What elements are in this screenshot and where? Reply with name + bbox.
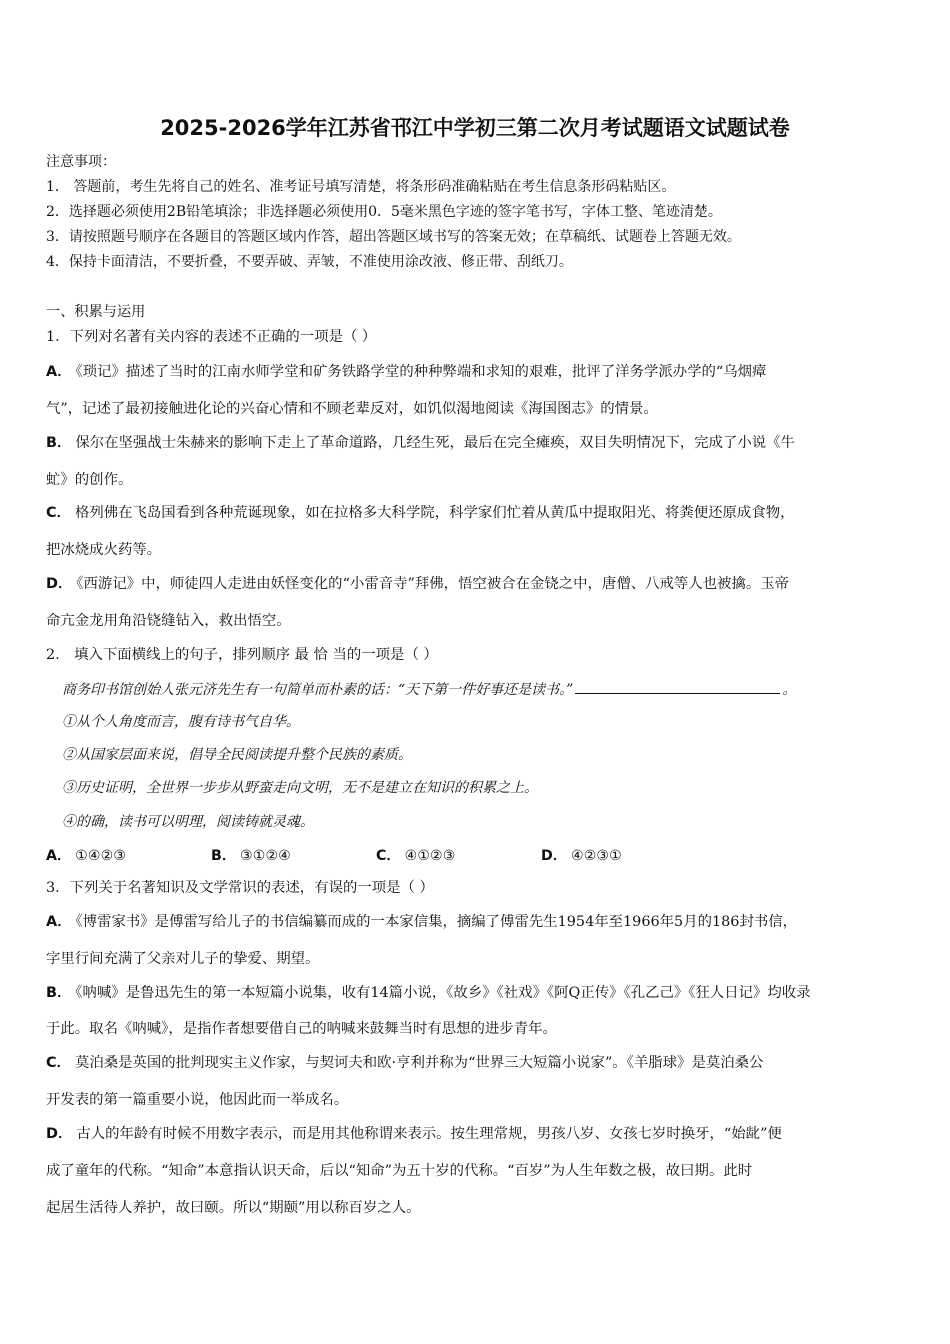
q2-sentence-4: ④的确，读书可以明理，阅读铸就灵魂。 xyxy=(62,814,314,830)
option-text: ④①②③ xyxy=(404,848,456,864)
q3-option-c-cont: 开发表的第一篇重要小说，他因此而一举成名。 xyxy=(46,1092,349,1108)
q3-option-d-cont: 成了童年的代称。“知命”本意指认识天命，后以“知命”为五十岁的代称。“百岁”为人生年数之极，故曰期。此时 xyxy=(46,1163,753,1179)
q1-option-d xyxy=(46,574,789,594)
notice-heading: 注意事项： xyxy=(46,154,116,170)
q2-options xyxy=(46,845,706,865)
q2-option-d xyxy=(541,845,706,865)
option-text: 保尔在坚强战士朱赫来的影响下走上了革命道路，几经生死，最后在完全瘫痪，双目失明情况下，完成了小说《牛 xyxy=(75,435,795,451)
option-letter: D． xyxy=(46,576,73,592)
option-text: 莫泊桑是英国的批判现实主义作家，与契诃夫和欧·亨利并称为“世界三大短篇小说家”。《羊脂球》是莫泊桑公 xyxy=(74,1055,764,1071)
answer-blank xyxy=(575,679,780,694)
notice-item: 1． 答题前，考生先将自己的姓名、准考证号填写清楚，将条形码准确粘贴在考生信息条形码粘贴区。 xyxy=(46,179,676,195)
q1-option-a-cont: 气”，记述了最初接触进化论的兴奋心情和不顾老辈反对，如饥似渴地阅读《海国图志》的情景。 xyxy=(46,401,658,417)
option-letter: B． xyxy=(46,435,72,451)
option-text: 格列佛在飞岛国看到各种荒诞现象，如在拉格多大科学院，科学家们忙着从黄瓜中提取阳光、将粪便还原成食物， xyxy=(74,505,795,521)
q1-option-d-cont: 命亢金龙用角沿铙缝钻入，救出悟空。 xyxy=(46,613,291,629)
option-text: 《博雷家书》是傅雷写给儿子的书信编纂而成的一本家信集，摘编了傅雷先生1954年至1966年5月的186封书信， xyxy=(75,914,798,930)
q3-option-d-cont: 起居生活待人养护，故曰颐。所以“期颐”用以称百岁之人。 xyxy=(46,1200,421,1216)
option-text: ①④②③ xyxy=(75,848,127,864)
q1-option-b xyxy=(46,433,795,453)
option-text: 《琐记》描述了当时的江南水师学堂和矿务铁路学堂的种种弊端和求知的艰难，批评了洋务学派办学的“乌烟瘴 xyxy=(75,364,767,380)
option-letter: D． xyxy=(46,1126,73,1142)
option-letter: B． xyxy=(46,985,72,1001)
q3-option-c xyxy=(46,1053,763,1073)
q2-option-c xyxy=(376,845,541,865)
q2-sentence-1: ①从个人角度而言，腹有诗书气自华。 xyxy=(62,714,300,730)
option-letter: C． xyxy=(376,848,401,864)
notice-item: 4．保持卡面清洁，不要折叠，不要弄破、弄皱，不准使用涂改液、修正带、刮纸刀。 xyxy=(46,254,573,270)
option-text: 《呐喊》是鲁迅先生的第一本短篇小说集，收有14篇小说，《故乡》《社戏》《阿Q正传》《孔乙己》《狂人日记》均收录 xyxy=(75,985,811,1001)
q2-option-a xyxy=(46,845,211,865)
option-letter: C． xyxy=(46,1055,71,1071)
passage-end: 。 xyxy=(782,682,797,698)
option-letter: B． xyxy=(211,848,237,864)
q3-option-b xyxy=(46,983,811,1003)
question-2-stem: 2． 填入下面横线上的句子，排列顺序 最 恰 当的一项是（ ） xyxy=(46,647,438,663)
q1-option-c-cont: 把冰烧成火药等。 xyxy=(46,542,162,558)
question-3-stem: 3．下列关于名著知识及文学常识的表述，有误的一项是（ ） xyxy=(46,880,434,896)
question-1-stem: 1．下列对名著有关内容的表述不正确的一项是（ ） xyxy=(46,329,377,345)
q3-option-d xyxy=(46,1124,782,1144)
option-letter: A． xyxy=(46,364,72,380)
passage-text: 商务印书馆创始人张元济先生有一句简单而朴素的话：“天下第一件好事还是读书。” xyxy=(62,682,574,698)
q2-option-b xyxy=(211,845,376,865)
option-text: 古人的年龄有时候不用数字表示，而是用其他称谓来表示。按生理常规，男孩八岁、女孩七岁时换牙，“始龀”便 xyxy=(76,1126,782,1142)
section-heading: 一、积累与运用 xyxy=(46,304,146,320)
q2-sentence-2: ②从国家层面来说，倡导全民阅读提升整个民族的素质。 xyxy=(62,747,412,763)
option-letter: D． xyxy=(541,848,567,864)
q1-option-a xyxy=(46,362,766,382)
option-letter: C． xyxy=(46,505,71,521)
option-letter: A． xyxy=(46,914,72,930)
notice-item: 2．选择题必须使用2B铅笔填涂；非选择题必须使用0．5毫米黑色字迹的签字笔书写，字体工整、笔迹清楚。 xyxy=(46,204,722,220)
option-text: ④②③① xyxy=(570,848,622,864)
option-text: 《西游记》中，师徒四人走进由妖怪变化的“小雷音寺”拜佛，悟空被合在金铙之中，唐僧、八戒等人也被擒。玉帝 xyxy=(76,576,790,592)
q1-option-b-cont: 虻》的创作。 xyxy=(46,472,133,488)
page-title: 2025-2026学年江苏省邗江中学初三第二次月考试题语文试题试卷 xyxy=(160,116,790,140)
option-letter: A． xyxy=(46,848,72,864)
q1-option-c xyxy=(46,503,795,523)
notice-item: 3．请按照题号顺序在各题目的答题区域内作答，超出答题区域书写的答案无效；在草稿纸、试题卷上答题无效。 xyxy=(46,229,741,245)
q3-option-a-cont: 字里行间充满了父亲对儿子的挚爱、期望。 xyxy=(46,951,320,967)
option-text: ③①②④ xyxy=(240,848,291,864)
q2-passage xyxy=(62,679,796,700)
q2-sentence-3: ③历史证明，全世界一步步从野蛮走向文明，无不是建立在知识的积累之上。 xyxy=(62,780,538,796)
q3-option-a xyxy=(46,912,797,932)
q3-option-b-cont: 于此。取名《呐喊》，是指作者想要借自己的呐喊来鼓舞当时有思想的进步青年。 xyxy=(46,1021,557,1037)
